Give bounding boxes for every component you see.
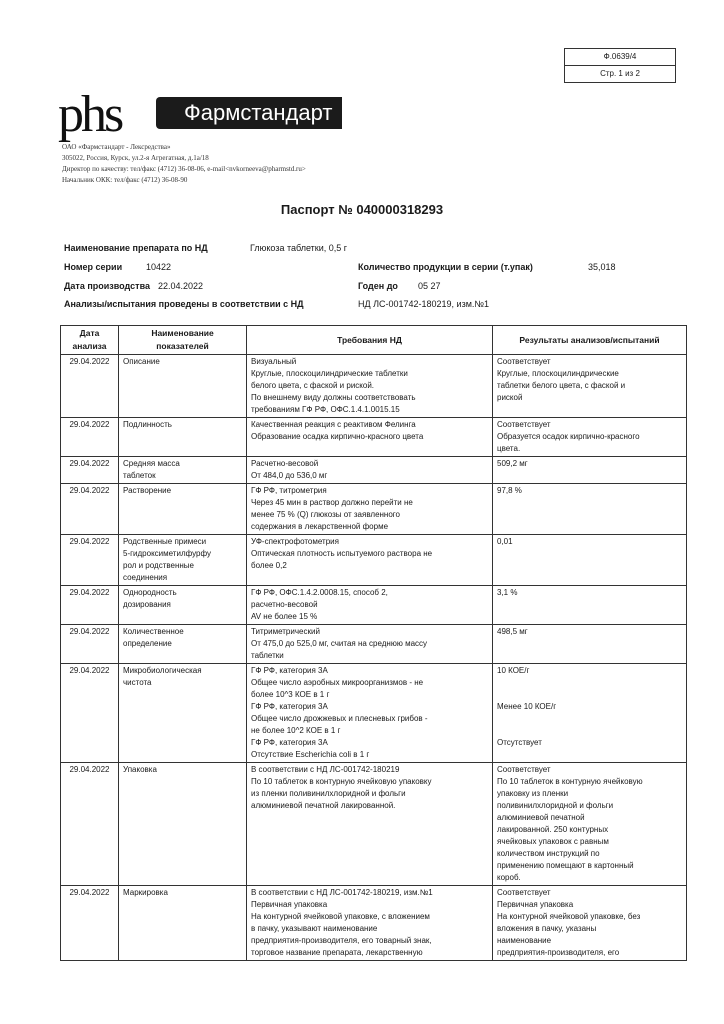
parameter-name-line: определение bbox=[123, 639, 172, 648]
requirement-line: в пачку, указывают наименование bbox=[251, 924, 378, 933]
requirement-cell bbox=[247, 625, 493, 664]
result-line: лакированной. 250 контурных bbox=[497, 825, 609, 834]
requirement-line: предприятия-производителя, его товарный знак, bbox=[251, 936, 432, 945]
requirement-line: расчетно-весовой bbox=[251, 600, 318, 609]
requirement-line: Качественная реакция с реактивом Фелинга bbox=[251, 420, 416, 429]
result-line: Круглые, плоскоцилиндрические bbox=[497, 369, 619, 378]
analysis-date: 29.04.2022 bbox=[61, 886, 119, 961]
requirement-line: белого цвета, с фаской и риской. bbox=[251, 381, 375, 390]
result-cell bbox=[493, 625, 687, 664]
result-line bbox=[497, 677, 682, 689]
analysis-date: 29.04.2022 bbox=[61, 457, 119, 484]
requirement-line: торговое название препарата, лекарственную bbox=[251, 948, 423, 957]
parameter-name-cell bbox=[119, 886, 247, 961]
result-line: применению помещают в картонный bbox=[497, 861, 634, 870]
requirement-line: AV не более 15 % bbox=[251, 612, 318, 621]
parameter-name-line: таблеток bbox=[123, 471, 156, 480]
table-row bbox=[61, 664, 687, 763]
parameter-name-line: Микробиологическая bbox=[123, 666, 202, 675]
result-line: Соответствует bbox=[497, 888, 551, 897]
result-line: Менее 10 КОЕ/г bbox=[497, 702, 557, 711]
company-line: Начальник ОКК: тел/факс (4712) 36-08-90 bbox=[62, 176, 188, 184]
expiry-value: 05 27 bbox=[418, 281, 441, 291]
analysis-date: 29.04.2022 bbox=[61, 484, 119, 535]
result-cell bbox=[493, 418, 687, 457]
company-line: Директор по качеству: тел/факс (4712) 36-08-06, e-mail<nvkorneeva@pharmstd.ru> bbox=[62, 165, 306, 173]
result-line: упаковку из пленки bbox=[497, 789, 569, 798]
result-line bbox=[497, 713, 682, 725]
parameter-name-cell bbox=[119, 484, 247, 535]
requirement-line: ГФ РФ, ОФС.1.4.2.0008.15, способ 2, bbox=[251, 588, 388, 597]
drug-label: Наименование препарата по НД bbox=[64, 243, 208, 253]
series-value: 10422 bbox=[146, 262, 172, 272]
result-line: поливинилхлоридной и фольги bbox=[497, 801, 614, 810]
quantity-value: 35,018 bbox=[588, 262, 616, 272]
requirement-line: От 484,0 до 536,0 мг bbox=[251, 471, 328, 480]
parameter-name-line: Количественное bbox=[123, 627, 184, 636]
parameter-name-line: рол и родственные bbox=[123, 561, 195, 570]
requirement-line: ГФ РФ, категория 3А bbox=[251, 666, 328, 675]
requirement-line: таблетки bbox=[251, 651, 284, 660]
requirement-line: Образование осадка кирпично-красного цвета bbox=[251, 432, 424, 441]
results-table bbox=[60, 325, 687, 961]
requirement-cell bbox=[247, 586, 493, 625]
expiry-label: Годен до bbox=[358, 281, 398, 291]
requirement-line: По внешнему виду должны соответствовать bbox=[251, 393, 416, 402]
requirement-line: менее 75 % (Q) глюкозы от заявленного bbox=[251, 510, 400, 519]
drug-value: Глюкоза таблетки, 0,5 г bbox=[250, 243, 348, 253]
company-logo bbox=[58, 86, 333, 143]
parameter-name-line: дозирования bbox=[123, 600, 171, 609]
requirement-line: алюминиевой печатной лакированной. bbox=[251, 801, 396, 810]
result-cell bbox=[493, 355, 687, 418]
result-line: 498,5 мг bbox=[497, 627, 528, 636]
parameter-name-cell bbox=[119, 535, 247, 586]
requirement-line: От 475,0 до 525,0 мг, считая на среднюю массу bbox=[251, 639, 428, 648]
table-row bbox=[61, 535, 687, 586]
result-line: 509,2 мг bbox=[497, 459, 528, 468]
requirement-line: ГФ РФ, категория 3А bbox=[251, 702, 328, 711]
result-line bbox=[497, 749, 682, 761]
requirement-line: Общее число дрожжевых и плесневых грибов - bbox=[251, 714, 428, 723]
requirement-line: В соответствии с НД ЛС-001742-180219, изм.№1 bbox=[251, 888, 433, 897]
parameter-name-cell bbox=[119, 664, 247, 763]
result-line: Первичная упаковка bbox=[497, 900, 574, 909]
requirement-cell bbox=[247, 355, 493, 418]
table-header-row bbox=[61, 326, 687, 355]
page-number: Стр. 1 из 2 bbox=[565, 65, 675, 82]
result-line: 3,1 % bbox=[497, 588, 518, 597]
analysis-value: НД ЛС-001742-180219, изм.№1 bbox=[358, 299, 490, 309]
company-line: ОАО «Фармстандарт - Лексредства» bbox=[62, 143, 171, 151]
result-cell bbox=[493, 763, 687, 886]
table-row bbox=[61, 418, 687, 457]
requirement-cell bbox=[247, 664, 493, 763]
result-line: наименование bbox=[497, 936, 552, 945]
result-line bbox=[497, 725, 682, 737]
requirement-line: В соответствии с НД ЛС-001742-180219 bbox=[251, 765, 400, 774]
requirement-line: ГФ РФ, категория 3А bbox=[251, 738, 328, 747]
table-row bbox=[61, 586, 687, 625]
parameter-name-line: чистота bbox=[123, 678, 152, 687]
requirement-line: Оптическая плотность испытуемого раствора не bbox=[251, 549, 433, 558]
requirement-line: Визуальный bbox=[251, 357, 297, 366]
parameter-name-line: Маркировка bbox=[123, 888, 168, 897]
result-cell bbox=[493, 457, 687, 484]
result-cell bbox=[493, 484, 687, 535]
requirement-cell bbox=[247, 484, 493, 535]
result-line: 97,8 % bbox=[497, 486, 522, 495]
result-cell bbox=[493, 535, 687, 586]
requirement-cell bbox=[247, 535, 493, 586]
result-line: На контурной ячейковой упаковке, без bbox=[497, 912, 641, 921]
requirement-line: Через 45 мин в раствор должно перейти не bbox=[251, 498, 413, 507]
requirement-line: Отсутствие Escherichia coli в 1 г bbox=[251, 750, 370, 759]
production-date-value: 22.04.2022 bbox=[158, 281, 204, 291]
form-code: Ф.0639/4 bbox=[603, 52, 637, 61]
table-row bbox=[61, 457, 687, 484]
parameter-name-line: Однородность bbox=[123, 588, 177, 597]
result-line bbox=[497, 689, 682, 701]
col-name-header: Наименование показателей bbox=[119, 326, 247, 355]
logo-name: Фармстандарт bbox=[156, 97, 342, 129]
result-line: Отсутствует bbox=[497, 738, 542, 747]
parameter-name-line: Растворение bbox=[123, 486, 172, 495]
analysis-date: 29.04.2022 bbox=[61, 586, 119, 625]
parameter-name-line: Подлинность bbox=[123, 420, 172, 429]
requirement-cell bbox=[247, 763, 493, 886]
requirement-line: Титриметрический bbox=[251, 627, 320, 636]
parameter-name-line: соединения bbox=[123, 573, 168, 582]
table-row bbox=[61, 484, 687, 535]
parameter-name-cell bbox=[119, 763, 247, 886]
table-row bbox=[61, 886, 687, 961]
result-cell bbox=[493, 664, 687, 763]
table-row bbox=[61, 355, 687, 418]
parameter-name-line: Упаковка bbox=[123, 765, 157, 774]
requirement-line: не более 10^2 КОЕ в 1 г bbox=[251, 726, 341, 735]
table-row bbox=[61, 763, 687, 886]
series-label: Номер серии bbox=[64, 262, 123, 272]
requirement-line: требованиям ГФ РФ, ОФС.1.4.1.0015.15 bbox=[251, 405, 400, 414]
analysis-date: 29.04.2022 bbox=[61, 355, 119, 418]
result-line: количеством инструкций по bbox=[497, 849, 600, 858]
requirement-line: УФ-спектрофотометрия bbox=[251, 537, 339, 546]
requirement-line: ГФ РФ, титрометрия bbox=[251, 486, 327, 495]
analysis-date: 29.04.2022 bbox=[61, 418, 119, 457]
requirement-cell bbox=[247, 886, 493, 961]
parameter-name-cell bbox=[119, 457, 247, 484]
requirement-cell bbox=[247, 457, 493, 484]
result-line: цвета. bbox=[497, 444, 521, 453]
result-line: 10 КОЕ/г bbox=[497, 666, 530, 675]
result-line: ячейковых упаковок с равным bbox=[497, 837, 609, 846]
result-line: вложения в пачку, указаны bbox=[497, 924, 597, 933]
parameter-name-line: Средняя масса bbox=[123, 459, 180, 468]
result-line: Соответствует bbox=[497, 765, 551, 774]
quantity-label: Количество продукции в серии (т.упак) bbox=[358, 262, 533, 272]
result-line: Соответствует bbox=[497, 357, 551, 366]
result-line: 0,01 bbox=[497, 537, 513, 546]
result-line: предприятия-производителя, его bbox=[497, 948, 620, 957]
result-cell bbox=[493, 586, 687, 625]
analysis-label: Анализы/испытания проведены в соответствии с НД bbox=[64, 299, 304, 309]
parameter-name-cell bbox=[119, 355, 247, 418]
parameter-name-line: 5-гидроксиметилфурфу bbox=[123, 549, 211, 558]
requirement-line: более 0,2 bbox=[251, 561, 287, 570]
requirement-line: Расчетно-весовой bbox=[251, 459, 319, 468]
analysis-date: 29.04.2022 bbox=[61, 535, 119, 586]
result-line: алюминиевой печатной bbox=[497, 813, 585, 822]
logo-mark: phs bbox=[58, 86, 122, 143]
company-info bbox=[62, 142, 306, 186]
parameter-name-cell bbox=[119, 625, 247, 664]
analysis-date: 29.04.2022 bbox=[61, 763, 119, 886]
requirement-line: По 10 таблеток в контурную ячейковую упаковку bbox=[251, 777, 432, 786]
analysis-date: 29.04.2022 bbox=[61, 664, 119, 763]
requirement-line: На контурной ячейковой упаковке, с вложением bbox=[251, 912, 430, 921]
requirement-line: Первичная упаковка bbox=[251, 900, 328, 909]
result-line: По 10 таблеток в контурную ячейковую bbox=[497, 777, 643, 786]
requirement-line: Круглые, плоскоцилиндрические таблетки bbox=[251, 369, 408, 378]
requirement-line: содержания в лекарственной форме bbox=[251, 522, 389, 531]
company-line: 305022, Россия, Курск, ул.2-я Агрегатная, д.1а/18 bbox=[62, 154, 209, 162]
requirement-cell bbox=[247, 418, 493, 457]
result-line: Образуется осадок кирпично-красного bbox=[497, 432, 640, 441]
result-line: Соответствует bbox=[497, 420, 551, 429]
document-title: Паспорт № 040000318293 bbox=[280, 202, 444, 217]
parameter-name-cell bbox=[119, 418, 247, 457]
analysis-date: 29.04.2022 bbox=[61, 625, 119, 664]
col-requirements-header: Требования НД bbox=[247, 326, 493, 355]
result-line: таблетки белого цвета, с фаской и bbox=[497, 381, 626, 390]
requirement-line: из пленки поливинилхлоридной и фольги bbox=[251, 789, 406, 798]
col-date-header: Дата анализа bbox=[61, 326, 119, 355]
table-row bbox=[61, 625, 687, 664]
col-results-header: Результаты анализов/испытаний bbox=[493, 326, 687, 355]
parameter-name-line: Описание bbox=[123, 357, 160, 366]
parameter-name-cell bbox=[119, 586, 247, 625]
result-line: короб. bbox=[497, 873, 521, 882]
parameter-name-line: Родственные примеси bbox=[123, 537, 207, 546]
result-line: риской bbox=[497, 393, 523, 402]
requirement-line: Общее число аэробных микроорганизмов - не bbox=[251, 678, 424, 687]
production-date-label: Дата производства bbox=[64, 281, 150, 291]
result-cell bbox=[493, 886, 687, 961]
form-code-box bbox=[564, 48, 676, 83]
requirement-line: более 10^3 КОЕ в 1 г bbox=[251, 690, 330, 699]
